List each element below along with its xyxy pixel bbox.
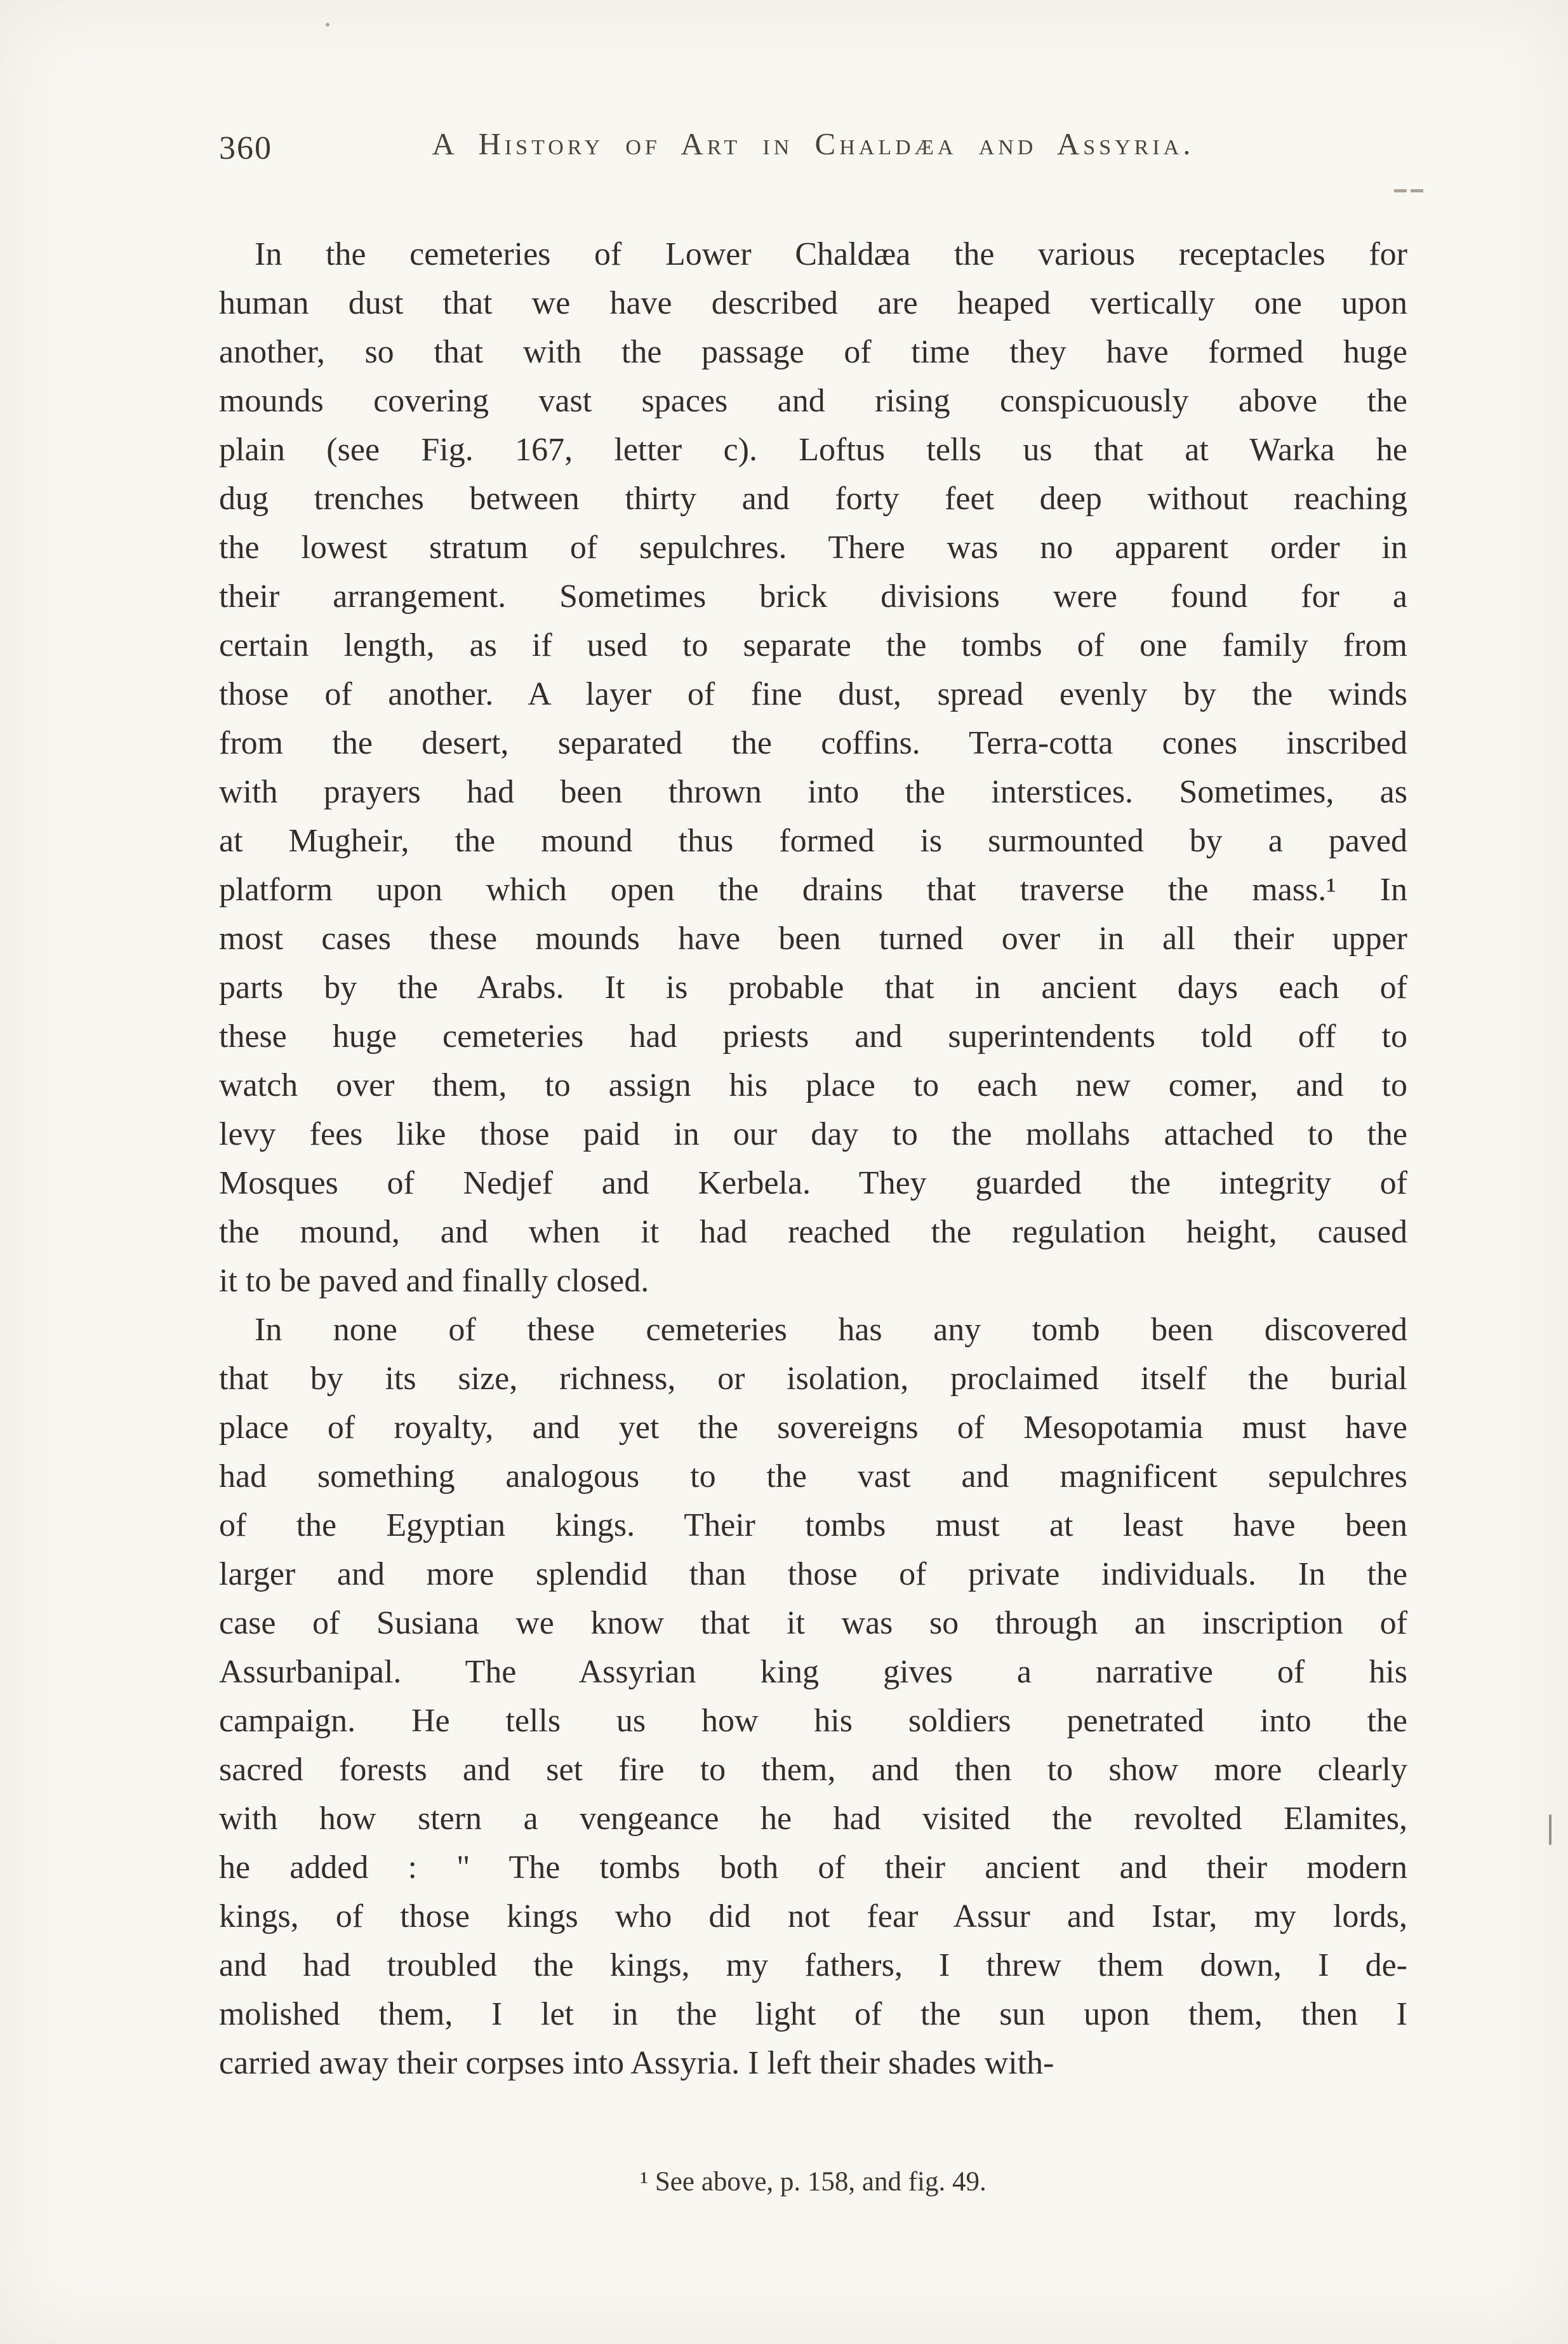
text-line: In none of these cemeteries has any tomb been discovered (255, 1312, 1407, 1348)
text-line: another, so that with the passage of time they have formed huge (219, 334, 1407, 370)
text-line: these huge cemeteries had priests and superintendents told off to (219, 1018, 1407, 1055)
paragraph (219, 230, 1407, 1305)
text-line: with how stern a vengeance he had visited the revolted Elamites, (219, 1801, 1407, 1837)
scan-artifact-dash (1394, 189, 1423, 192)
footnote: ¹ See above, p. 158, and fig. 49. (640, 2167, 987, 2197)
text-line: parts by the Arabs. It is probable that in ancient days each of (219, 969, 1407, 1006)
text-line: at Mugheir, the mound thus formed is surmounted by a paved (219, 823, 1407, 859)
text-line: mounds covering vast spaces and rising conspicuously above the (219, 383, 1407, 419)
text-line: most cases these mounds have been turned over in all their upper (219, 921, 1407, 957)
text-line: Mosques of Nedjef and Kerbela. They guarded the integrity of (219, 1165, 1407, 1201)
page-number: 360 (219, 130, 272, 166)
text-line: Assurbanipal. The Assyrian king gives a narrative of his (219, 1654, 1407, 1690)
text-line: human dust that we have described are heaped vertically one upon (219, 285, 1407, 321)
text-line: campaign. He tells us how his soldiers penetrated into the (219, 1703, 1407, 1739)
page-header (219, 126, 1407, 170)
text-line: from the desert, separated the coffins. Terra-cotta cones inscribed (219, 725, 1407, 761)
text-line: kings, of those kings who did not fear Assur and Istar, my lords, (219, 1898, 1407, 1934)
scan-artifact-tick (1549, 1815, 1551, 1845)
text-line: watch over them, to assign his place to each new comer, and to (219, 1067, 1407, 1103)
running-title: A History of Art in Chaldæa and Assyria. (432, 126, 1195, 161)
text-line: carried away their corpses into Assyria. I left their shades with- (219, 2045, 1054, 2081)
text-line: and had troubled the kings, my fathers, I threw them down, I de- (219, 1947, 1407, 1983)
text-line: the mound, and when it had reached the regulation height, caused (219, 1214, 1407, 1250)
text-line: their arrangement. Sometimes brick divisions were found for a (219, 578, 1407, 615)
text-line: case of Susiana we know that it was so through an inscription of (219, 1605, 1407, 1641)
text-line: levy fees like those paid in our day to the mollahs attached to the (219, 1116, 1407, 1152)
scan-speck (326, 23, 329, 27)
text-line: those of another. A layer of fine dust, spread evenly by the winds (219, 676, 1407, 712)
text-line: dug trenches between thirty and forty feet deep without reaching (219, 481, 1407, 517)
text-line: In the cemeteries of Lower Chaldæa the various receptacles for (255, 236, 1407, 272)
text-line: the lowest stratum of sepulchres. There was no apparent order in (219, 529, 1407, 566)
text-line: of the Egyptian kings. Their tombs must at least have been (219, 1507, 1407, 1543)
text-line: platform upon which open the drains that traverse the mass.¹ In (219, 872, 1407, 908)
text-line: place of royalty, and yet the sovereigns of Mesopotamia must have (219, 1409, 1407, 1446)
text-line: molished them, I let in the light of the sun upon them, then I (219, 1996, 1407, 2032)
text-line: larger and more splendid than those of private individuals. In the (219, 1556, 1407, 1592)
text-line: that by its size, richness, or isolation, proclaimed itself the burial (219, 1361, 1407, 1397)
text-line: plain (see Fig. 167, letter c). Loftus tells us that at Warka he (219, 432, 1407, 468)
text-line: had something analogous to the vast and magnificent sepulchres (219, 1458, 1407, 1495)
text-line: sacred forests and set fire to them, and then to show more clearly (219, 1752, 1407, 1788)
text-line: certain length, as if used to separate the tombs of one family from (219, 627, 1407, 663)
text-line: it to be paved and finally closed. (219, 1263, 649, 1299)
paragraph (219, 1305, 1407, 2088)
text-line: he added : " The tombs both of their ancient and their modern (219, 1849, 1407, 1886)
text-line: with prayers had been thrown into the interstices. Sometimes, as (219, 774, 1407, 810)
body-text (219, 230, 1407, 2088)
